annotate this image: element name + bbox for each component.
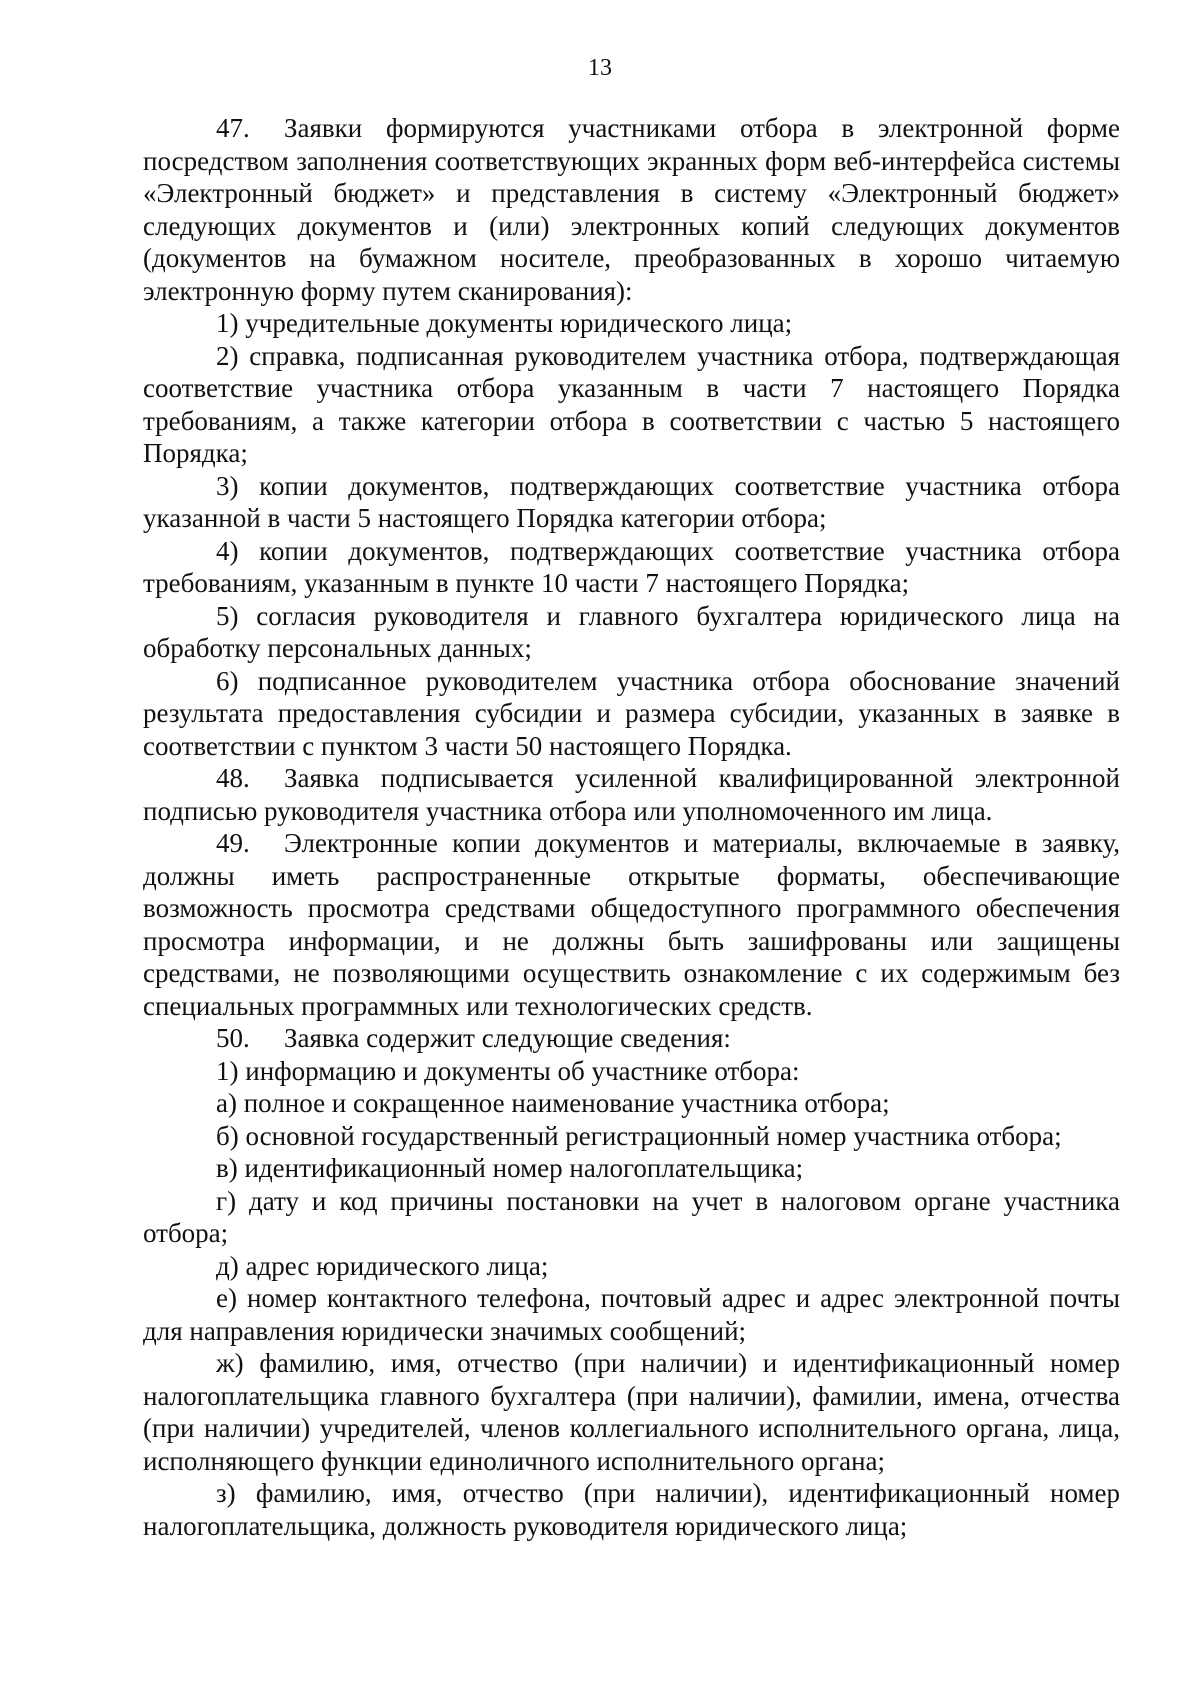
clause-number: 49.	[216, 828, 250, 858]
document-body	[143, 112, 1120, 1542]
list-item: б) основной государственный регистрационный номер участника отбора;	[216, 1120, 1062, 1151]
paragraph-50	[143, 1022, 1120, 1055]
list-item: 6) подписанное руководителем участника отбора обоснование значений результата предоставления субсидии и размера субсидии, указанных в заявке в соответствии с пунктом 3 части 50 настоящего Порядка.	[143, 665, 1120, 761]
list-item: 5) согласия руководителя и главного бухгалтера юридического лица на обработку персональных данных;	[143, 600, 1120, 663]
list-item: 2) справка, подписанная руководителем участника отбора, подтверждающая соответствие участника отбора указанным в части 7 настоящего Порядка требованиям, а также категории отбора в соответствии с частью 5 настоящего Порядка;	[143, 340, 1120, 468]
clause-number: 47.	[216, 113, 250, 143]
list-item: з) фамилию, имя, отчество (при наличии), идентификационный номер налогоплательщика, должность руководителя юридического лица;	[143, 1478, 1120, 1541]
paragraph-48	[143, 762, 1120, 827]
list-item: 1) информацию и документы об участнике отбора:	[216, 1055, 800, 1086]
paragraph-text: Заявки формируются участниками отбора в электронной форме посредством заполнения соответствующих экранных форм веб-интерфейса системы «Электронный бюджет» и представления в систему «Электронный бюджет» следующих документов и (или) электронных копий следующих документов (документов на бумажном носителе, преобразованных в хорошо читаемую электронную форму путем сканирования):	[143, 113, 1120, 306]
list-item: 4) копии документов, подтверждающих соответствие участника отбора требованиям, указанным в пункте 10 части 7 настоящего Порядка;	[143, 535, 1120, 598]
clause-number: 48.	[216, 763, 250, 793]
list-item: е) номер контактного телефона, почтовый адрес и адрес электронной почты для направления юридически значимых сообщений;	[143, 1283, 1120, 1346]
list-item: д) адрес юридического лица;	[216, 1250, 549, 1281]
paragraph-47	[143, 112, 1120, 307]
list-item: 1) учредительные документы юридического лица;	[216, 308, 793, 338]
paragraph-text: Электронные копии документов и материалы, включаемые в заявку, должны иметь распространенные открытые форматы, обеспечивающие возможность просмотра средствами общедоступного программного обеспечения просмотра информации, и не должны быть зашифрованы или защищены средствами, не позволяющими осуществить ознакомление с их содержимым без специальных программных или технологических средств.	[143, 828, 1120, 1021]
paragraph-text: Заявка содержит следующие сведения:	[284, 1023, 731, 1053]
list-item: 3) копии документов, подтверждающих соответствие участника отбора указанной в части 5 настоящего Порядка категории отбора;	[143, 470, 1120, 533]
list-item: а) полное и сокращенное наименование участника отбора;	[216, 1088, 890, 1118]
paragraph-text: Заявка подписывается усиленной квалифицированной электронной подписью руководителя участника отбора или уполномоченного им лица.	[143, 763, 1120, 826]
page-number: 13	[588, 55, 612, 81]
list-item: г) дату и код причины постановки на учет в налоговом органе участника отбора;	[143, 1185, 1120, 1248]
paragraph-49	[143, 827, 1120, 1022]
clause-number: 50.	[216, 1023, 250, 1053]
list-item: ж) фамилию, имя, отчество (при наличии) и идентификационный номер налогоплательщика главного бухгалтера (при наличии), фамилии, имена, отчества (при наличии) учредителей, членов коллегиального исполнительного органа, лица, исполняющего функции единоличного исполнительного органа;	[143, 1348, 1120, 1476]
list-item: в) идентификационный номер налогоплательщика;	[216, 1153, 804, 1183]
